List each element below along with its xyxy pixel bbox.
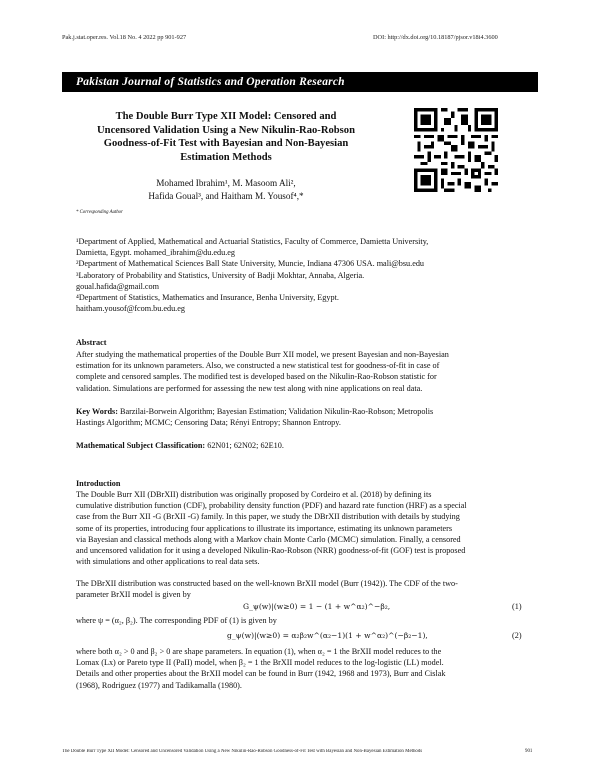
- keywords: [76, 406, 528, 428]
- abstract-line: After studying the mathematical properties of the Double Burr XII model, we present Bayesian and non-Bayesian: [76, 350, 449, 359]
- intro-line: via Bayesian and classical methods along with a Markov chain Monte Carlo (MCMC) simulation. Finally, a censored: [76, 534, 461, 544]
- intro-line: cumulative distribution function (CDF), probability density function (PDF) and hazard rate function (HRF) as a special: [76, 501, 467, 511]
- where-clause: where ψ = (α₂, β₂). The corresponding PDF of (1) is given by: [76, 616, 277, 625]
- abstract-line: estimation for its unknown parameters. Also, we constructed a new statistical test for goodness-of-fit in case of: [76, 361, 440, 371]
- keywords-label: Key Words:: [76, 407, 118, 416]
- introduction-heading: Introduction: [76, 479, 121, 488]
- title-line: The Double Burr Type XII Model: Censored and: [115, 111, 337, 122]
- running-title: The Double Burr Type XII Model: Censored and Uncensored Validation Using a New Nikulin-Rao-Robson Goodness-of-Fit Test with Bayesian and Non-Bayesian Estimation Methods: [62, 749, 423, 754]
- msc-classification: [76, 440, 528, 451]
- affiliation-3-email: goual.hafida@gmail.com: [76, 281, 160, 291]
- paper-title: [92, 110, 360, 164]
- title-line: Goodness-of-Fit Test with Bayesian and Non-Bayesian: [103, 138, 349, 149]
- journal-banner: Pakistan Journal of Statistics and Operation Research: [62, 72, 538, 92]
- equation-1: G_ψ(w)|(w≥0) = 1 − (1 + w^α₂)^−β₂,: [243, 602, 391, 611]
- page-number: 901: [525, 749, 533, 754]
- intro-line: Details and other properties about the BrXII model can be found in Burr (1942, 1968 and 1973), Burr and Cislak: [76, 669, 446, 679]
- intro-paragraph-1: [76, 489, 528, 567]
- affiliation-2: ²Department of Mathematical Sciences Ball State University, Muncie, Indiana 47306 USA. mali@bsu.edu: [76, 259, 425, 269]
- doi-link[interactable]: DOI: http://dx.doi.org/10.18187/pjsor.v18i4.3600: [373, 34, 498, 41]
- intro-line: Lomax (Lx) or Pareto type II (PaII) model, when β₂ = 1 the BrXII model reduces to the log-logistic (LL) model.: [76, 658, 444, 668]
- equation-2: g_ψ(w)|(w≥0) = α₂β₂w^(α₂−1)(1 + w^α₂)^(−β₂−1),: [227, 631, 428, 640]
- intro-line: The Double Burr XII (DBrXII) distribution was originally proposed by Cordeiro et al. (2018) by defining its: [76, 490, 432, 499]
- intro-line: The DBrXII distribution was constructed based on the well-known BrXII model (Burr (1942)). The CDF of the two-: [76, 579, 458, 588]
- abstract-line: validation. Simulations are performed for assessing the new test along with nine applications on real data.: [76, 383, 423, 393]
- intro-line: with simulations and other applications to real data sets.: [76, 557, 260, 567]
- title-line: Estimation Methods: [180, 151, 272, 163]
- corresponding-note: * Corresponding Author: [76, 210, 123, 215]
- author-line: Mohamed Ibrahim¹, M. Masoom Ali²,: [156, 178, 296, 188]
- abstract-body: [76, 349, 528, 394]
- intro-line: some of its properties, introducing four applications to illustrate its importance, estimating its unknown parameters: [76, 523, 453, 533]
- intro-paragraph-2: [76, 578, 528, 600]
- intro-line: where both α₂ > 0 and β₂ > 0 are shape parameters. In equation (1), when α₂ = 1 the BrXII model reduces to the: [76, 647, 442, 656]
- intro-line: and uncensored validation for it using a developed Nikulin-Rao-Robson (NRR) goodness-of-fit (GOF) test is proposed: [76, 546, 466, 556]
- qr-code-icon: [414, 108, 498, 192]
- intro-line: (1968), Rodriguez (1977) and Tadikamalla (1980).: [76, 680, 242, 690]
- title-line: Uncensored Validation Using a New Nikulin-Rao-Robson: [97, 124, 355, 136]
- msc-value: 62N01; 62N02; 62E10.: [207, 441, 284, 450]
- equation-1-number: (1): [512, 602, 522, 611]
- intro-line: case from the Burr XII -G (BrXII -G) family. In this paper, we study the DBrXII distribution with details by studying: [76, 512, 460, 522]
- affiliation-4-email: haitham.yousof@fcom.bu.edu.eg: [76, 304, 185, 314]
- affiliations: [76, 236, 536, 314]
- journal-reference: Pak.j.stat.oper.res. Vol.18 No. 4 2022 pp 901-927: [62, 34, 187, 41]
- author-line: Hafida Goual³, and Haitham M. Yousof⁴,*: [148, 191, 304, 201]
- affiliation-1: ¹Department of Applied, Mathematical and Actuarial Statistics, Faculty of Commerce, Damietta University,: [76, 237, 429, 246]
- msc-label: Mathematical Subject Classification:: [76, 441, 206, 450]
- author-list: [120, 177, 332, 203]
- intro-paragraph-3: [76, 646, 528, 691]
- affiliation-1-email: Damietta, Egypt. mohamed_ibrahim@du.edu.eg: [76, 248, 235, 258]
- keywords-line: Barzilai-Borwein Algorithm; Bayesian Estimation; Validation Nikulin-Rao-Robson; Metropolis: [119, 407, 434, 416]
- abstract-line: complete and censored samples. The modified test is developed based on the Nikulin-Rao-Robson statistic for: [76, 372, 437, 382]
- affiliation-3: ³Laboratory of Probability and Statistics, University of Badji Mokhtar, Annaba, Algeria.: [76, 270, 365, 280]
- keywords-line: Hastings Algorithm; MCMC; Censoring Data; Rényi Entropy; Shannon Entropy.: [76, 418, 341, 428]
- intro-line: parameter BrXII model is given by: [76, 590, 191, 600]
- affiliation-4: ⁴Department of Statistics, Mathematics and Insurance, Benha University, Egypt.: [76, 293, 339, 303]
- abstract-heading: Abstract: [76, 338, 107, 347]
- equation-2-number: (2): [512, 631, 522, 640]
